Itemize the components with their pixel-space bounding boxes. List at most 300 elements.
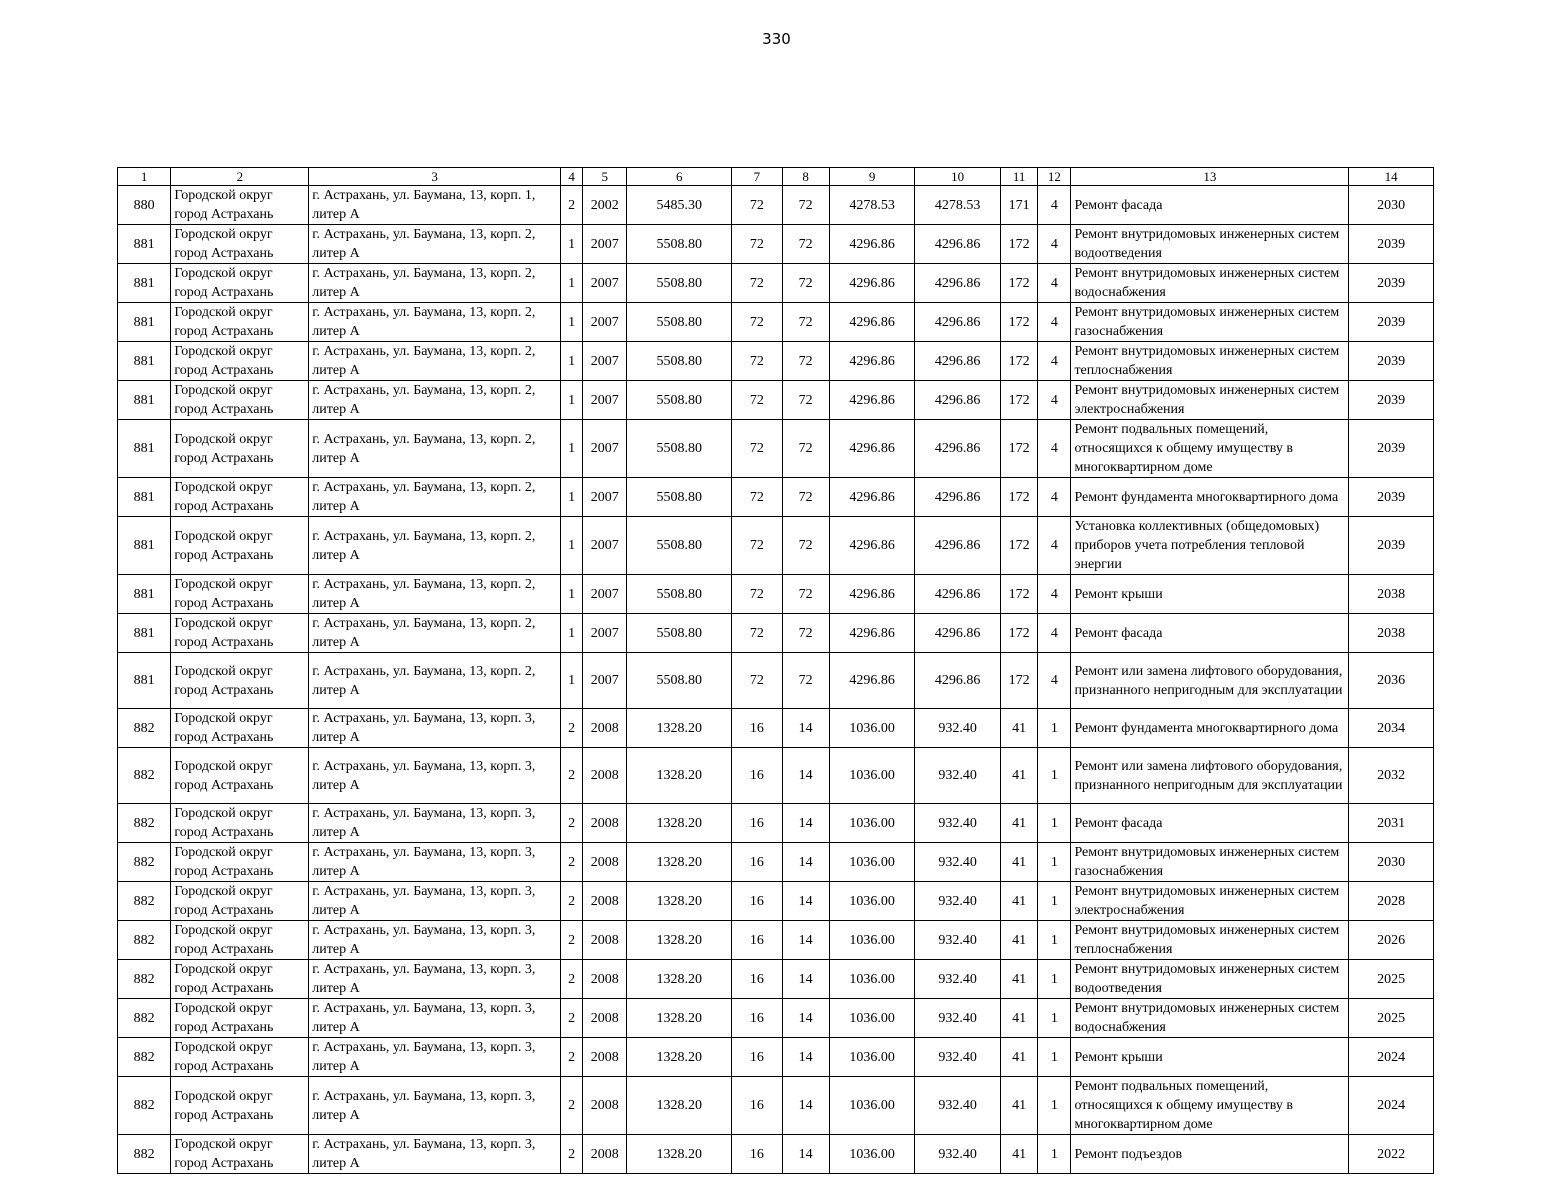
address-cell: г. Астрахань, ул. Баумана, 13, корп. 2, литер А xyxy=(309,303,561,342)
col6-cell: 1328.20 xyxy=(627,1038,732,1077)
table-row xyxy=(118,843,1434,882)
column-header: 11 xyxy=(1000,168,1037,186)
row-number-cell: 882 xyxy=(118,999,171,1038)
address-cell: г. Астрахань, ул. Баумана, 13, корп. 2, литер А xyxy=(309,653,561,709)
col7-cell: 16 xyxy=(732,804,782,843)
municipality-cell: Городской округ город Астрахань xyxy=(171,186,309,225)
col6-cell: 5508.80 xyxy=(627,517,732,575)
year-built-cell: 2007 xyxy=(583,225,627,264)
municipality-cell: Городской округ город Астрахань xyxy=(171,225,309,264)
col8-cell: 72 xyxy=(782,614,829,653)
planned-year-cell: 2039 xyxy=(1349,264,1434,303)
col7-cell: 72 xyxy=(732,264,782,303)
col11-cell: 172 xyxy=(1000,575,1037,614)
row-number-cell: 881 xyxy=(118,264,171,303)
year-built-cell: 2008 xyxy=(583,999,627,1038)
col9-cell: 4278.53 xyxy=(829,186,915,225)
planned-year-cell: 2028 xyxy=(1349,882,1434,921)
year-built-cell: 2007 xyxy=(583,303,627,342)
work-type-cell: Ремонт внутридомовых инженерных систем электроснабжения xyxy=(1071,381,1349,420)
col12-cell: 4 xyxy=(1038,303,1071,342)
col9-cell: 4296.86 xyxy=(829,342,915,381)
table-row xyxy=(118,921,1434,960)
col7-cell: 72 xyxy=(732,303,782,342)
row-number-cell: 880 xyxy=(118,186,171,225)
col6-cell: 5508.80 xyxy=(627,303,732,342)
col9-cell: 4296.86 xyxy=(829,303,915,342)
col10-cell: 932.40 xyxy=(915,921,1001,960)
work-type-cell: Ремонт крыши xyxy=(1071,1038,1349,1077)
col11-cell: 41 xyxy=(1000,1135,1037,1174)
address-cell: г. Астрахань, ул. Баумана, 13, корп. 3, литер А xyxy=(309,921,561,960)
column-header: 6 xyxy=(627,168,732,186)
planned-year-cell: 2038 xyxy=(1349,575,1434,614)
col11-cell: 41 xyxy=(1000,1077,1037,1135)
column-header: 12 xyxy=(1038,168,1071,186)
municipality-cell: Городской округ город Астрахань xyxy=(171,882,309,921)
col7-cell: 72 xyxy=(732,478,782,517)
planned-year-cell: 2025 xyxy=(1349,960,1434,999)
col9-cell: 4296.86 xyxy=(829,225,915,264)
work-type-cell: Ремонт внутридомовых инженерных систем теплоснабжения xyxy=(1071,921,1349,960)
col4-cell: 2 xyxy=(561,1135,583,1174)
col7-cell: 72 xyxy=(732,225,782,264)
col11-cell: 41 xyxy=(1000,804,1037,843)
col7-cell: 72 xyxy=(732,186,782,225)
col10-cell: 4296.86 xyxy=(915,478,1001,517)
col4-cell: 1 xyxy=(561,381,583,420)
row-number-cell: 881 xyxy=(118,303,171,342)
col8-cell: 14 xyxy=(782,999,829,1038)
col4-cell: 2 xyxy=(561,1038,583,1077)
planned-year-cell: 2031 xyxy=(1349,804,1434,843)
col10-cell: 932.40 xyxy=(915,1135,1001,1174)
col11-cell: 172 xyxy=(1000,381,1037,420)
col8-cell: 14 xyxy=(782,1077,829,1135)
address-cell: г. Астрахань, ул. Баумана, 13, корп. 3, литер А xyxy=(309,843,561,882)
municipality-cell: Городской округ город Астрахань xyxy=(171,960,309,999)
row-number-cell: 881 xyxy=(118,575,171,614)
col10-cell: 932.40 xyxy=(915,1077,1001,1135)
col12-cell: 4 xyxy=(1038,420,1071,478)
municipality-cell: Городской округ город Астрахань xyxy=(171,575,309,614)
col12-cell: 1 xyxy=(1038,1135,1071,1174)
col8-cell: 72 xyxy=(782,653,829,709)
col9-cell: 1036.00 xyxy=(829,1135,915,1174)
work-type-cell: Ремонт фундамента многоквартирного дома xyxy=(1071,478,1349,517)
address-cell: г. Астрахань, ул. Баумана, 13, корп. 2, литер А xyxy=(309,264,561,303)
col4-cell: 1 xyxy=(561,614,583,653)
table-row xyxy=(118,709,1434,748)
municipality-cell: Городской округ город Астрахань xyxy=(171,420,309,478)
municipality-cell: Городской округ город Астрахань xyxy=(171,342,309,381)
planned-year-cell: 2025 xyxy=(1349,999,1434,1038)
col11-cell: 172 xyxy=(1000,264,1037,303)
col6-cell: 1328.20 xyxy=(627,882,732,921)
col10-cell: 4296.86 xyxy=(915,614,1001,653)
work-type-cell: Ремонт крыши xyxy=(1071,575,1349,614)
municipality-cell: Городской округ город Астрахань xyxy=(171,843,309,882)
year-built-cell: 2008 xyxy=(583,960,627,999)
planned-year-cell: 2039 xyxy=(1349,381,1434,420)
col6-cell: 5508.80 xyxy=(627,614,732,653)
col7-cell: 72 xyxy=(732,420,782,478)
col8-cell: 72 xyxy=(782,225,829,264)
year-built-cell: 2008 xyxy=(583,921,627,960)
col8-cell: 72 xyxy=(782,303,829,342)
table-row xyxy=(118,517,1434,575)
col4-cell: 1 xyxy=(561,517,583,575)
col11-cell: 41 xyxy=(1000,1038,1037,1077)
col10-cell: 4296.86 xyxy=(915,342,1001,381)
col12-cell: 1 xyxy=(1038,1077,1071,1135)
table-row xyxy=(118,420,1434,478)
table-row xyxy=(118,804,1434,843)
row-number-cell: 881 xyxy=(118,381,171,420)
col12-cell: 4 xyxy=(1038,653,1071,709)
year-built-cell: 2007 xyxy=(583,381,627,420)
col9-cell: 1036.00 xyxy=(829,960,915,999)
planned-year-cell: 2039 xyxy=(1349,303,1434,342)
col6-cell: 5508.80 xyxy=(627,342,732,381)
table-row xyxy=(118,303,1434,342)
year-built-cell: 2007 xyxy=(583,478,627,517)
col4-cell: 1 xyxy=(561,575,583,614)
year-built-cell: 2008 xyxy=(583,748,627,804)
col10-cell: 4296.86 xyxy=(915,381,1001,420)
column-header: 9 xyxy=(829,168,915,186)
col9-cell: 4296.86 xyxy=(829,478,915,517)
col4-cell: 2 xyxy=(561,843,583,882)
col12-cell: 4 xyxy=(1038,381,1071,420)
municipality-cell: Городской округ город Астрахань xyxy=(171,653,309,709)
planned-year-cell: 2024 xyxy=(1349,1038,1434,1077)
col8-cell: 72 xyxy=(782,186,829,225)
table-row xyxy=(118,1135,1434,1174)
col11-cell: 172 xyxy=(1000,517,1037,575)
col8-cell: 72 xyxy=(782,575,829,614)
col12-cell: 1 xyxy=(1038,1038,1071,1077)
col12-cell: 4 xyxy=(1038,614,1071,653)
planned-year-cell: 2024 xyxy=(1349,1077,1434,1135)
col10-cell: 4278.53 xyxy=(915,186,1001,225)
year-built-cell: 2008 xyxy=(583,1038,627,1077)
col10-cell: 4296.86 xyxy=(915,225,1001,264)
col11-cell: 41 xyxy=(1000,999,1037,1038)
col10-cell: 4296.86 xyxy=(915,303,1001,342)
col10-cell: 4296.86 xyxy=(915,517,1001,575)
col11-cell: 41 xyxy=(1000,921,1037,960)
table-row xyxy=(118,575,1434,614)
address-cell: г. Астрахань, ул. Баумана, 13, корп. 2, литер А xyxy=(309,381,561,420)
col8-cell: 72 xyxy=(782,420,829,478)
col10-cell: 4296.86 xyxy=(915,420,1001,478)
col12-cell: 4 xyxy=(1038,517,1071,575)
col4-cell: 1 xyxy=(561,342,583,381)
col7-cell: 16 xyxy=(732,1077,782,1135)
planned-year-cell: 2036 xyxy=(1349,653,1434,709)
row-number-cell: 882 xyxy=(118,748,171,804)
table-row xyxy=(118,653,1434,709)
row-number-cell: 881 xyxy=(118,614,171,653)
col11-cell: 171 xyxy=(1000,186,1037,225)
col7-cell: 72 xyxy=(732,381,782,420)
work-type-cell: Ремонт фасада xyxy=(1071,804,1349,843)
col6-cell: 1328.20 xyxy=(627,960,732,999)
col9-cell: 4296.86 xyxy=(829,517,915,575)
address-cell: г. Астрахань, ул. Баумана, 13, корп. 2, литер А xyxy=(309,225,561,264)
year-built-cell: 2008 xyxy=(583,1135,627,1174)
column-header: 4 xyxy=(561,168,583,186)
municipality-cell: Городской округ город Астрахань xyxy=(171,614,309,653)
work-type-cell: Ремонт внутридомовых инженерных систем водоснабжения xyxy=(1071,999,1349,1038)
table-row xyxy=(118,381,1434,420)
col4-cell: 1 xyxy=(561,478,583,517)
table-row xyxy=(118,342,1434,381)
col4-cell: 1 xyxy=(561,420,583,478)
column-header: 14 xyxy=(1349,168,1434,186)
year-built-cell: 2007 xyxy=(583,517,627,575)
municipality-cell: Городской округ город Астрахань xyxy=(171,804,309,843)
col10-cell: 932.40 xyxy=(915,1038,1001,1077)
address-cell: г. Астрахань, ул. Баумана, 13, корп. 2, литер А xyxy=(309,614,561,653)
work-type-cell: Ремонт или замена лифтового оборудования, признанного непригодным для эксплуатации xyxy=(1071,748,1349,804)
year-built-cell: 2007 xyxy=(583,264,627,303)
col9-cell: 1036.00 xyxy=(829,999,915,1038)
address-cell: г. Астрахань, ул. Баумана, 13, корп. 3, литер А xyxy=(309,1038,561,1077)
col7-cell: 72 xyxy=(732,575,782,614)
work-type-cell: Ремонт внутридомовых инженерных систем теплоснабжения xyxy=(1071,342,1349,381)
work-type-cell: Ремонт фасада xyxy=(1071,186,1349,225)
planned-year-cell: 2034 xyxy=(1349,709,1434,748)
col9-cell: 1036.00 xyxy=(829,1077,915,1135)
row-number-cell: 881 xyxy=(118,225,171,264)
col6-cell: 1328.20 xyxy=(627,709,732,748)
column-header: 8 xyxy=(782,168,829,186)
planned-year-cell: 2026 xyxy=(1349,921,1434,960)
col6-cell: 5508.80 xyxy=(627,653,732,709)
col6-cell: 5508.80 xyxy=(627,225,732,264)
col10-cell: 4296.86 xyxy=(915,264,1001,303)
municipality-cell: Городской округ город Астрахань xyxy=(171,748,309,804)
row-number-cell: 882 xyxy=(118,804,171,843)
year-built-cell: 2008 xyxy=(583,804,627,843)
col10-cell: 932.40 xyxy=(915,999,1001,1038)
work-type-cell: Ремонт внутридомовых инженерных систем водоотведения xyxy=(1071,225,1349,264)
header-row xyxy=(118,168,1434,186)
col10-cell: 932.40 xyxy=(915,843,1001,882)
column-header: 7 xyxy=(732,168,782,186)
work-type-cell: Ремонт подвальных помещений, относящихся к общему имуществу в многоквартирном доме xyxy=(1071,420,1349,478)
col9-cell: 4296.86 xyxy=(829,653,915,709)
col9-cell: 1036.00 xyxy=(829,804,915,843)
col7-cell: 16 xyxy=(732,1135,782,1174)
work-type-cell: Ремонт внутридомовых инженерных систем газоснабжения xyxy=(1071,843,1349,882)
address-cell: г. Астрахань, ул. Баумана, 13, корп. 3, литер А xyxy=(309,882,561,921)
year-built-cell: 2007 xyxy=(583,575,627,614)
col11-cell: 172 xyxy=(1000,303,1037,342)
work-type-cell: Ремонт подъездов xyxy=(1071,1135,1349,1174)
table-row xyxy=(118,614,1434,653)
municipality-cell: Городской округ город Астрахань xyxy=(171,264,309,303)
municipality-cell: Городской округ город Астрахань xyxy=(171,1135,309,1174)
col9-cell: 1036.00 xyxy=(829,748,915,804)
col6-cell: 1328.20 xyxy=(627,999,732,1038)
col10-cell: 932.40 xyxy=(915,804,1001,843)
col9-cell: 4296.86 xyxy=(829,420,915,478)
column-header: 13 xyxy=(1071,168,1349,186)
address-cell: г. Астрахань, ул. Баумана, 13, корп. 2, литер А xyxy=(309,420,561,478)
col7-cell: 16 xyxy=(732,999,782,1038)
work-type-cell: Ремонт внутридомовых инженерных систем газоснабжения xyxy=(1071,303,1349,342)
year-built-cell: 2008 xyxy=(583,843,627,882)
col10-cell: 4296.86 xyxy=(915,575,1001,614)
col12-cell: 4 xyxy=(1038,264,1071,303)
col4-cell: 1 xyxy=(561,264,583,303)
row-number-cell: 882 xyxy=(118,1038,171,1077)
col10-cell: 932.40 xyxy=(915,748,1001,804)
column-header: 5 xyxy=(583,168,627,186)
col9-cell: 1036.00 xyxy=(829,1038,915,1077)
row-number-cell: 881 xyxy=(118,478,171,517)
address-cell: г. Астрахань, ул. Баумана, 13, корп. 3, литер А xyxy=(309,804,561,843)
col9-cell: 4296.86 xyxy=(829,614,915,653)
col7-cell: 72 xyxy=(732,614,782,653)
planned-year-cell: 2038 xyxy=(1349,614,1434,653)
col6-cell: 1328.20 xyxy=(627,1077,732,1135)
col8-cell: 14 xyxy=(782,748,829,804)
col9-cell: 1036.00 xyxy=(829,843,915,882)
column-header: 2 xyxy=(171,168,309,186)
year-built-cell: 2008 xyxy=(583,882,627,921)
col12-cell: 1 xyxy=(1038,999,1071,1038)
address-cell: г. Астрахань, ул. Баумана, 13, корп. 3, литер А xyxy=(309,960,561,999)
row-number-cell: 882 xyxy=(118,1077,171,1135)
address-cell: г. Астрахань, ул. Баумана, 13, корп. 2, литер А xyxy=(309,517,561,575)
col6-cell: 5508.80 xyxy=(627,381,732,420)
col12-cell: 1 xyxy=(1038,709,1071,748)
col6-cell: 1328.20 xyxy=(627,1135,732,1174)
col6-cell: 1328.20 xyxy=(627,921,732,960)
col7-cell: 16 xyxy=(732,748,782,804)
work-type-cell: Ремонт внутридомовых инженерных систем водоотведения xyxy=(1071,960,1349,999)
work-type-cell: Ремонт подвальных помещений, относящихся к общему имуществу в многоквартирном доме xyxy=(1071,1077,1349,1135)
col4-cell: 2 xyxy=(561,999,583,1038)
row-number-cell: 882 xyxy=(118,843,171,882)
col10-cell: 932.40 xyxy=(915,882,1001,921)
col11-cell: 172 xyxy=(1000,342,1037,381)
col7-cell: 16 xyxy=(732,709,782,748)
col8-cell: 14 xyxy=(782,804,829,843)
planned-year-cell: 2039 xyxy=(1349,517,1434,575)
col12-cell: 4 xyxy=(1038,186,1071,225)
col11-cell: 41 xyxy=(1000,960,1037,999)
column-header: 10 xyxy=(915,168,1001,186)
col9-cell: 4296.86 xyxy=(829,381,915,420)
row-number-cell: 882 xyxy=(118,921,171,960)
col8-cell: 14 xyxy=(782,882,829,921)
address-cell: г. Астрахань, ул. Баумана, 13, корп. 3, литер А xyxy=(309,999,561,1038)
col4-cell: 1 xyxy=(561,225,583,264)
col6-cell: 1328.20 xyxy=(627,804,732,843)
year-built-cell: 2007 xyxy=(583,614,627,653)
address-cell: г. Астрахань, ул. Баумана, 13, корп. 2, литер А xyxy=(309,478,561,517)
year-built-cell: 2007 xyxy=(583,653,627,709)
table-row xyxy=(118,748,1434,804)
col8-cell: 14 xyxy=(782,921,829,960)
col12-cell: 4 xyxy=(1038,342,1071,381)
col7-cell: 72 xyxy=(732,342,782,381)
col8-cell: 14 xyxy=(782,960,829,999)
table-row xyxy=(118,186,1434,225)
col7-cell: 72 xyxy=(732,653,782,709)
column-header: 1 xyxy=(118,168,171,186)
municipality-cell: Городской округ город Астрахань xyxy=(171,921,309,960)
planned-year-cell: 2039 xyxy=(1349,225,1434,264)
col11-cell: 41 xyxy=(1000,843,1037,882)
col8-cell: 14 xyxy=(782,1135,829,1174)
col4-cell: 2 xyxy=(561,960,583,999)
year-built-cell: 2002 xyxy=(583,186,627,225)
col6-cell: 5508.80 xyxy=(627,575,732,614)
repair-schedule-table xyxy=(117,167,1434,1174)
col8-cell: 72 xyxy=(782,381,829,420)
municipality-cell: Городской округ город Астрахань xyxy=(171,1077,309,1135)
col7-cell: 16 xyxy=(732,843,782,882)
col4-cell: 2 xyxy=(561,1077,583,1135)
col4-cell: 1 xyxy=(561,303,583,342)
col12-cell: 4 xyxy=(1038,478,1071,517)
col12-cell: 1 xyxy=(1038,921,1071,960)
planned-year-cell: 2039 xyxy=(1349,478,1434,517)
address-cell: г. Астрахань, ул. Баумана, 13, корп. 3, литер А xyxy=(309,1077,561,1135)
col9-cell: 4296.86 xyxy=(829,264,915,303)
col7-cell: 16 xyxy=(732,882,782,921)
municipality-cell: Городской округ город Астрахань xyxy=(171,478,309,517)
municipality-cell: Городской округ город Астрахань xyxy=(171,517,309,575)
col8-cell: 72 xyxy=(782,342,829,381)
table-row xyxy=(118,882,1434,921)
col4-cell: 2 xyxy=(561,748,583,804)
col4-cell: 2 xyxy=(561,921,583,960)
col11-cell: 172 xyxy=(1000,614,1037,653)
address-cell: г. Астрахань, ул. Баумана, 13, корп. 2, литер А xyxy=(309,575,561,614)
col7-cell: 72 xyxy=(732,517,782,575)
row-number-cell: 882 xyxy=(118,882,171,921)
table-row xyxy=(118,1077,1434,1135)
col4-cell: 2 xyxy=(561,186,583,225)
table-row xyxy=(118,225,1434,264)
col12-cell: 1 xyxy=(1038,843,1071,882)
col9-cell: 1036.00 xyxy=(829,921,915,960)
col11-cell: 172 xyxy=(1000,478,1037,517)
address-cell: г. Астрахань, ул. Баумана, 13, корп. 3, литер А xyxy=(309,748,561,804)
municipality-cell: Городской округ город Астрахань xyxy=(171,381,309,420)
address-cell: г. Астрахань, ул. Баумана, 13, корп. 2, литер А xyxy=(309,342,561,381)
col11-cell: 41 xyxy=(1000,709,1037,748)
planned-year-cell: 2030 xyxy=(1349,843,1434,882)
year-built-cell: 2008 xyxy=(583,709,627,748)
row-number-cell: 882 xyxy=(118,1135,171,1174)
municipality-cell: Городской округ город Астрахань xyxy=(171,999,309,1038)
col7-cell: 16 xyxy=(732,921,782,960)
municipality-cell: Городской округ город Астрахань xyxy=(171,1038,309,1077)
col10-cell: 932.40 xyxy=(915,960,1001,999)
row-number-cell: 881 xyxy=(118,342,171,381)
col10-cell: 4296.86 xyxy=(915,653,1001,709)
work-type-cell: Ремонт внутридомовых инженерных систем водоснабжения xyxy=(1071,264,1349,303)
address-cell: г. Астрахань, ул. Баумана, 13, корп. 3, литер А xyxy=(309,709,561,748)
